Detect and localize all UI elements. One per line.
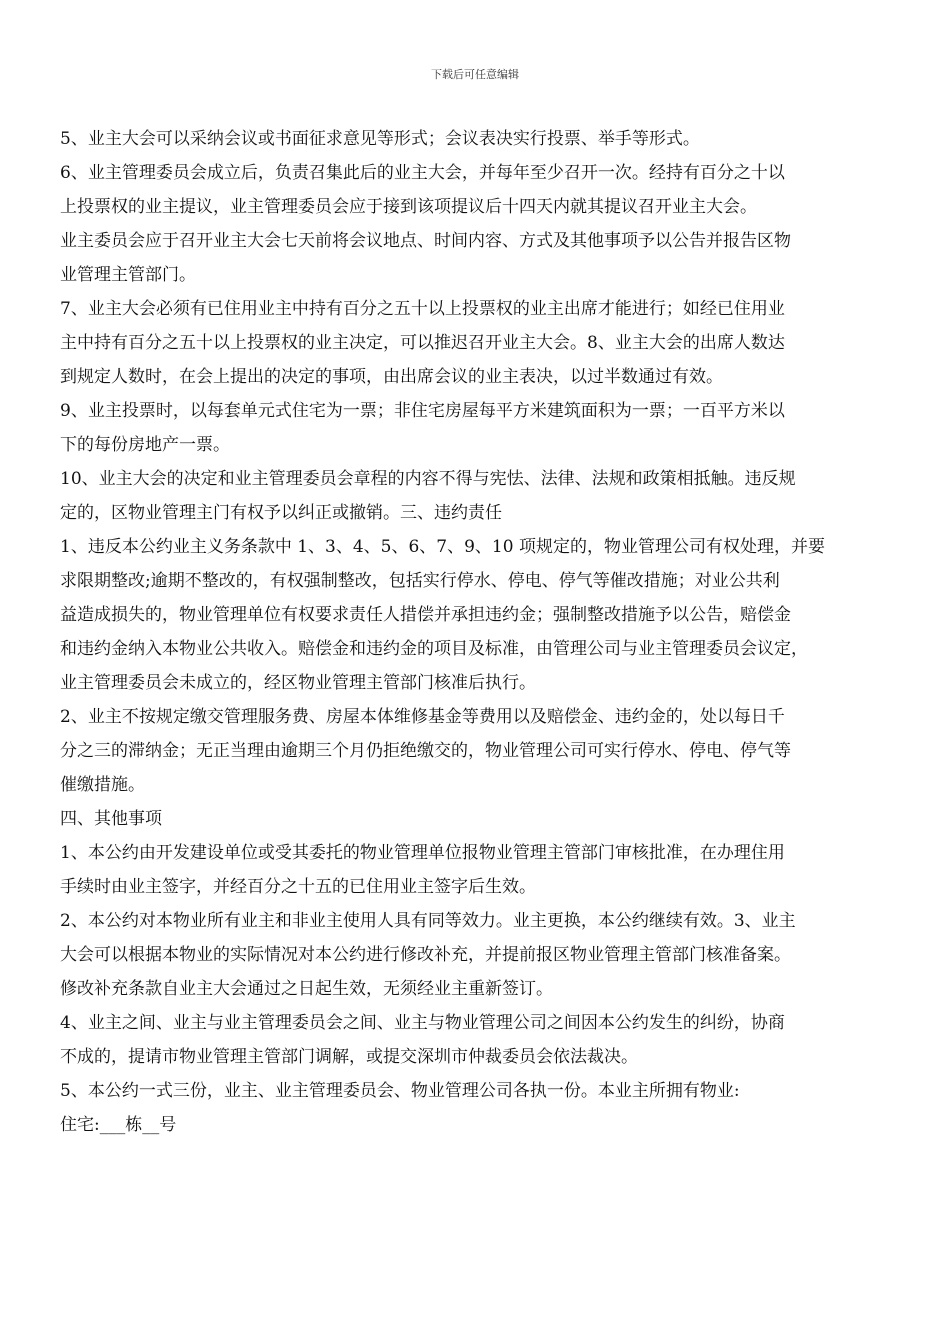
text-line: 下的每份房地产一票。 xyxy=(60,435,230,455)
text-line: 手续时由业主签字，并经百分之十五的已住用业主签字后生效。 xyxy=(60,877,536,897)
text-line: 和违约金纳入本物业公共收入。赔偿金和违约金的项目及标准，由管理公司与业主管理委员会议定， xyxy=(60,639,808,659)
text-line: 5、业主大会可以采纳会议或书面征求意见等形式；会议表决实行投票、举手等形式。 xyxy=(60,129,700,149)
text-line: 催缴措施。 xyxy=(60,775,145,795)
text-line: 不成的，提请市物业管理主管部门调解，或提交深圳市仲裁委员会依法裁决。 xyxy=(60,1047,638,1067)
text-line: 到规定人数时，在会上提出的决定的事项，由出席会议的业主表决，以过半数通过有效。 xyxy=(60,367,723,387)
text-line: 上投票权的业主提议，业主管理委员会应于接到该项提议后十四天内就其提议召开业主大会。 xyxy=(60,197,757,217)
text-line: 益造成损失的，物业管理单位有权要求责任人措偿并承担违约金；强制整改措施予以公告，赔偿金 xyxy=(60,605,791,625)
text-line: 分之三的滞纳金；无正当理由逾期三个月仍拒绝缴交的，物业管理公司可实行停水、停电、停气等 xyxy=(60,741,791,761)
text-line: 7、业主大会必须有已住用业主中持有百分之五十以上投票权的业主出席才能进行；如经已住用业 xyxy=(60,299,785,319)
text-line: 4、业主之间、业主与业主管理委员会之间、业主与物业管理公司之间因本公约发生的纠纷，协商 xyxy=(60,1013,785,1033)
text-line: 业主管理委员会未成立的，经区物业管理主管部门核准后执行。 xyxy=(60,673,536,693)
text-line: 9、业主投票时，以每套单元式住宅为一票；非住宅房屋每平方米建筑面积为一票；一百平方米以 xyxy=(60,401,785,421)
section-heading: 四、其他事项 xyxy=(60,809,162,829)
text-line: 10、业主大会的决定和业主管理委员会章程的内容不得与宪怯、法律、法规和政策相抵触。违反规 xyxy=(60,469,796,489)
text-line: 定的，区物业管理主门有权予以纠正或撤销。三、违约责任 xyxy=(60,503,502,523)
page-header: 下载后可任意编辑 xyxy=(431,68,519,81)
text-line: 大会可以根据本物业的实际情况对本公约进行修改补充，并提前报区物业管理主管部门核准备案。 xyxy=(60,945,791,965)
text-line: 求限期整改;逾期不整改的，有权强制整改，包括实行停水、停电、停气等催改措施；对业公共利 xyxy=(60,571,780,591)
text-line: 修改补充条款自业主大会通过之日起生效，无须经业主重新签订。 xyxy=(60,979,553,999)
document-body xyxy=(60,122,892,1142)
text-line: 2、本公约对本物业所有业主和非业主使用人具有同等效力。业主更换，本公约继续有效。3、业主 xyxy=(60,911,796,931)
text-line: 业主委员会应于召开业主大会七天前将会议地点、时间内容、方式及其他事项予以公告并报告区物 xyxy=(60,231,791,251)
text-line: 住宅:___栋__号 xyxy=(60,1115,177,1135)
text-line: 1、本公约由开发建设单位或受其委托的物业管理单位报物业管理主管部门审核批准，在办理住用 xyxy=(60,843,785,863)
text-line: 6、业主管理委员会成立后，负责召集此后的业主大会，并每年至少召开一次。经持有百分之十以 xyxy=(60,163,785,183)
text-line: 2、业主不按规定缴交管理服务费、房屋本体维修基金等费用以及赔偿金、违约金的，处以每日千 xyxy=(60,707,785,727)
text-line: 业管理主管部门。 xyxy=(60,265,196,285)
text-line: 5、本公约一式三份，业主、业主管理委员会、物业管理公司各执一份。本业主所拥有物业: xyxy=(60,1081,740,1101)
text-line: 主中持有百分之五十以上投票权的业主决定，可以推迟召开业主大会。8、业主大会的出席人数达 xyxy=(60,333,785,353)
text-line: 1、违反本公约业主义务条款中 1、3、4、5、6、7、9、10 项规定的，物业管理公司有权处理，并要 xyxy=(60,537,825,557)
